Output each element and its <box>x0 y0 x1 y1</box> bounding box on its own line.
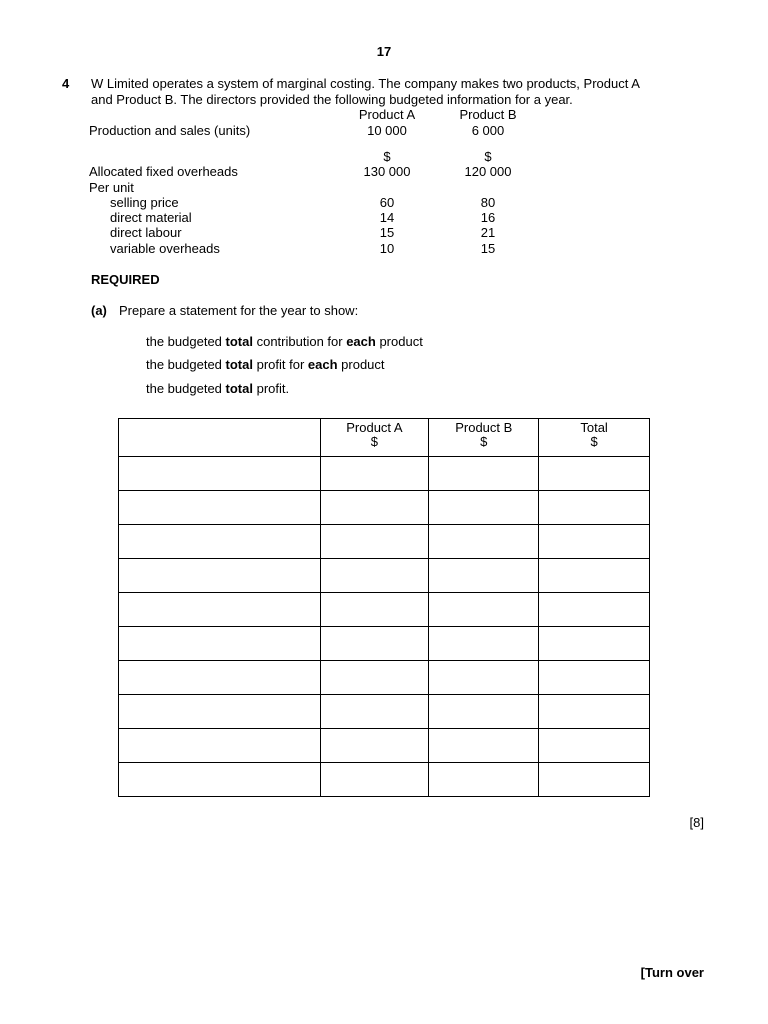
answer-cell[interactable] <box>539 525 650 559</box>
answer-cell[interactable] <box>429 763 539 797</box>
answer-table <box>118 418 650 797</box>
answer-cell[interactable] <box>539 559 650 593</box>
marks-label: [8] <box>689 815 704 830</box>
selling-price-a: 60 <box>379 195 395 210</box>
fixed-overheads-a: 130 000 <box>363 164 411 179</box>
answer-cell[interactable] <box>429 593 539 627</box>
answer-cell[interactable] <box>429 559 539 593</box>
page-number: 17 <box>376 44 392 59</box>
currency-a: $ <box>383 149 391 164</box>
requirement-text: contribution for <box>252 334 347 349</box>
requirement-emphasis: total <box>225 357 253 372</box>
requirement-text: the budgeted <box>146 334 226 349</box>
selling-price-b: 80 <box>480 195 496 210</box>
answer-cell[interactable] <box>429 695 539 729</box>
requirement-emphasis: total <box>225 381 253 396</box>
header-product-a <box>320 419 429 457</box>
requirement-item <box>146 357 385 372</box>
header-unit: $ <box>370 434 379 449</box>
requirement-text: profit. <box>252 381 290 396</box>
variable-overheads-label: variable overheads <box>110 241 220 256</box>
answer-cell[interactable] <box>320 661 429 695</box>
per-unit-label: Per unit <box>89 180 134 195</box>
requirement-item <box>146 334 423 349</box>
currency-b: $ <box>484 149 492 164</box>
answer-cell[interactable] <box>320 763 429 797</box>
header-name: Product B <box>455 420 513 435</box>
fixed-overheads-label: Allocated fixed overheads <box>89 164 238 179</box>
direct-material-label: direct material <box>110 210 192 225</box>
answer-row[interactable] <box>119 491 650 525</box>
required-heading: REQUIRED <box>91 272 160 287</box>
requirement-text: the budgeted <box>146 381 226 396</box>
answer-cell[interactable] <box>320 457 429 491</box>
selling-price-label: selling price <box>110 195 179 210</box>
requirement-text: product <box>375 334 423 349</box>
header-name: Total <box>580 420 608 435</box>
header-unit: $ <box>480 434 488 449</box>
answer-row[interactable] <box>119 661 650 695</box>
header-product-b <box>429 419 539 457</box>
answer-cell[interactable] <box>320 695 429 729</box>
variable-overheads-a: 10 <box>379 241 395 256</box>
answer-cell[interactable] <box>539 627 650 661</box>
answer-cell[interactable] <box>320 593 429 627</box>
fixed-overheads-b: 120 000 <box>464 164 512 179</box>
info-header-product-a: Product A <box>358 107 416 122</box>
direct-labour-a: 15 <box>379 225 395 240</box>
answer-cell[interactable] <box>119 491 321 525</box>
direct-labour-b: 21 <box>480 225 496 240</box>
answer-cell[interactable] <box>429 627 539 661</box>
answer-cell[interactable] <box>539 491 650 525</box>
answer-cell[interactable] <box>119 763 321 797</box>
answer-table-header <box>119 419 650 457</box>
production-b: 6 000 <box>471 123 505 138</box>
requirement-text: product <box>337 357 385 372</box>
header-blank-cell <box>119 419 321 457</box>
answer-cell[interactable] <box>119 559 321 593</box>
direct-labour-label: direct labour <box>110 225 182 240</box>
answer-cell[interactable] <box>320 627 429 661</box>
answer-row[interactable] <box>119 525 650 559</box>
answer-cell[interactable] <box>539 695 650 729</box>
question-number: 4 <box>62 76 70 91</box>
requirement-emphasis: each <box>307 357 338 372</box>
header-name: Product A <box>346 420 403 435</box>
answer-cell[interactable] <box>320 729 429 763</box>
answer-cell[interactable] <box>539 457 650 491</box>
info-header-product-b: Product B <box>459 107 517 122</box>
direct-material-a: 14 <box>379 210 395 225</box>
intro-line-1: W Limited operates a system of marginal costing. The company makes two products, Product A <box>91 76 640 91</box>
answer-cell[interactable] <box>119 729 321 763</box>
requirement-emphasis: each <box>346 334 376 349</box>
header-total <box>539 419 650 457</box>
answer-cell[interactable] <box>119 661 321 695</box>
answer-cell[interactable] <box>119 593 321 627</box>
direct-material-b: 16 <box>480 210 496 225</box>
answer-cell[interactable] <box>320 525 429 559</box>
requirement-item <box>146 381 289 396</box>
header-unit: $ <box>590 434 598 449</box>
turn-over-label: [Turn over <box>640 965 704 980</box>
answer-cell[interactable] <box>429 729 539 763</box>
requirement-text: profit for <box>252 357 308 372</box>
answer-cell[interactable] <box>539 593 650 627</box>
answer-cell[interactable] <box>320 559 429 593</box>
answer-cell[interactable] <box>429 491 539 525</box>
answer-cell[interactable] <box>119 695 321 729</box>
answer-cell[interactable] <box>320 491 429 525</box>
answer-cell[interactable] <box>429 661 539 695</box>
intro-line-2: and Product B. The directors provided the following budgeted information for a year. <box>91 91 573 107</box>
answer-cell[interactable] <box>119 627 321 661</box>
answer-row[interactable] <box>119 627 650 661</box>
answer-row[interactable] <box>119 695 650 729</box>
answer-cell[interactable] <box>539 763 650 797</box>
requirement-emphasis: total <box>225 334 253 349</box>
answer-cell[interactable] <box>429 525 539 559</box>
answer-cell[interactable] <box>119 457 321 491</box>
part-a-label: (a) <box>91 303 107 318</box>
answer-row[interactable] <box>119 729 650 763</box>
answer-cell[interactable] <box>429 457 539 491</box>
answer-row[interactable] <box>119 763 650 797</box>
production-a: 10 000 <box>367 123 407 138</box>
requirement-text: the budgeted <box>146 357 226 372</box>
answer-cell[interactable] <box>539 661 650 695</box>
answer-row[interactable] <box>119 593 650 627</box>
variable-overheads-b: 15 <box>480 241 496 256</box>
answer-row[interactable] <box>119 457 650 491</box>
part-a-text: Prepare a statement for the year to show: <box>119 303 359 318</box>
question-intro <box>91 76 705 107</box>
answer-row[interactable] <box>119 559 650 593</box>
production-label: Production and sales (units) <box>89 123 251 138</box>
answer-cell[interactable] <box>539 729 650 763</box>
answer-cell[interactable] <box>119 525 321 559</box>
